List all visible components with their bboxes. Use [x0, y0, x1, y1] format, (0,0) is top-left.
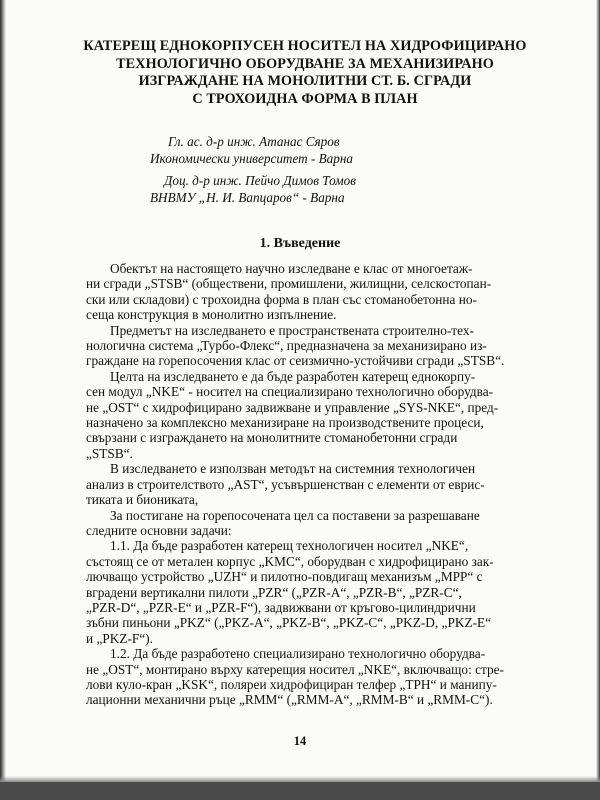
title-line-2: ТЕХНОЛОГИЧНО ОБОРУДВАНЕ ЗА МЕХАНИЗИРАНО — [116, 55, 494, 72]
body-line: 1.2. Да бъде разработено специализирано технологично оборудва- — [110, 646, 486, 662]
body-line: назначено за комплексно механизиране на производствените процеси, — [86, 415, 484, 431]
body-line: „PZR-D“, „PZR-E“ и „PZR-F“), задвижвани от кръгово-цилиндрични — [86, 599, 476, 615]
author-2-name: Доц. д-р инж. Пейчо Димов Томов — [164, 173, 356, 188]
body-line: лючващо устройство „UZH“ и пилотно-повдигащ механизъм „MPP“ с — [86, 569, 483, 585]
body-line: следните основни задачи: — [86, 522, 232, 538]
authors-block — [150, 133, 480, 206]
body-line: тиката и биониката, — [86, 492, 199, 508]
body-line: зъбни пиньони „PKZ“ („PKZ-A“, „PKZ-B“, „PKZ-C“, „PKZ-D, „PKZ-E“ — [86, 615, 492, 631]
author-2-affiliation: ВНВМУ „Н. И. Вапцаров“ - Варна — [150, 190, 345, 205]
body-line: 1.1. Да бъде разработен катерещ технологичен носител „NKE“, — [110, 538, 469, 554]
body-line: ски или складови) с трохоидна форма в план със стоманобетонна но- — [86, 291, 477, 307]
title-line-3: ИЗГРАЖДАНЕ НА МОНОЛИТНИ СТ. Б. СГРАДИ — [138, 73, 472, 89]
body-line: „STSB“. — [86, 445, 133, 461]
body-line: лационни механични ръце „RMM“ („RMM-A“, „RMM-B“ и „RMM-C“). — [86, 692, 493, 708]
body-line: не „OST“, монтирано върху катерещия носител „NKE“, включващо: стре- — [86, 661, 504, 677]
body-line: сен модул „NKE“ - носител на специализирано технологично оборудва- — [86, 384, 494, 400]
section-heading: 1. Въведение — [259, 236, 341, 251]
body-line: Целта на изследването е да бъде разработен катерещ еднокорпу- — [110, 368, 476, 384]
body-line: нологична система „Турбо-Флекс“, предназначена за механизирано из- — [86, 338, 487, 354]
body-line: не „OST“ с хидрофицирано задвижване и управление „SYS-NKE“, пред- — [86, 399, 499, 415]
author-1-affiliation: Икономически университет - Варна — [150, 151, 354, 166]
body-line: Обектът на настоящето научно изследване е клас от многоетаж- — [110, 261, 473, 276]
scan-edge-right — [596, 0, 600, 800]
body-text — [86, 261, 556, 708]
body-line: вградени вертикални пилоти „PZR“ („PZR-A“, „PZR-B“, „PZR-C“, — [86, 584, 462, 600]
body-line: и „PKZ-F“). — [86, 630, 153, 646]
body-line: състоящ се от метален корпус „KMC“, оборудван с хидрофицирано зак- — [86, 553, 494, 569]
body-line: Предметът на изследването е пространствената строително-тех- — [110, 322, 474, 338]
scan-edge-bottom — [0, 782, 600, 800]
body-line: ни сгради „STSB“ (обществени, промишлени, жилищни, селскостопан- — [86, 276, 492, 292]
title-line-4: С ТРОХОИДНА ФОРМА В ПЛАН — [192, 90, 418, 107]
author-1-name: Гл. ас. д-р инж. Атанас Сяров — [168, 134, 340, 149]
body-line: В изследването е използван методът на системния технологичен — [110, 461, 476, 477]
body-line: лови куло-кран „KSK“, поляреи хидрофициран телфер „TPH“ и манипу- — [86, 676, 497, 692]
page-number: 14 — [293, 734, 307, 748]
body-line: За постигане на горепосочената цел са поставени за разрешаване — [110, 507, 480, 523]
body-line: анализ в строителството „AST“, усъвършенстван с елементи от еврис- — [86, 476, 485, 492]
title-line-1: КАТЕРЕЩ ЕДНОКОРПУСЕН НОСИТЕЛ НА ХИДРОФИЦИРАНО — [83, 38, 527, 54]
body-line: граждане на горепосочения клас от сеизмично-устойчиви сгради „STSB“. — [86, 353, 505, 369]
paper-title — [60, 38, 550, 108]
body-line: свързани с изграждането на монолитните стоманобетонни сгради — [86, 430, 458, 446]
scan-edge-left — [0, 0, 6, 800]
body-line: сеща конструкция в монолитно изпълнение. — [86, 307, 337, 323]
